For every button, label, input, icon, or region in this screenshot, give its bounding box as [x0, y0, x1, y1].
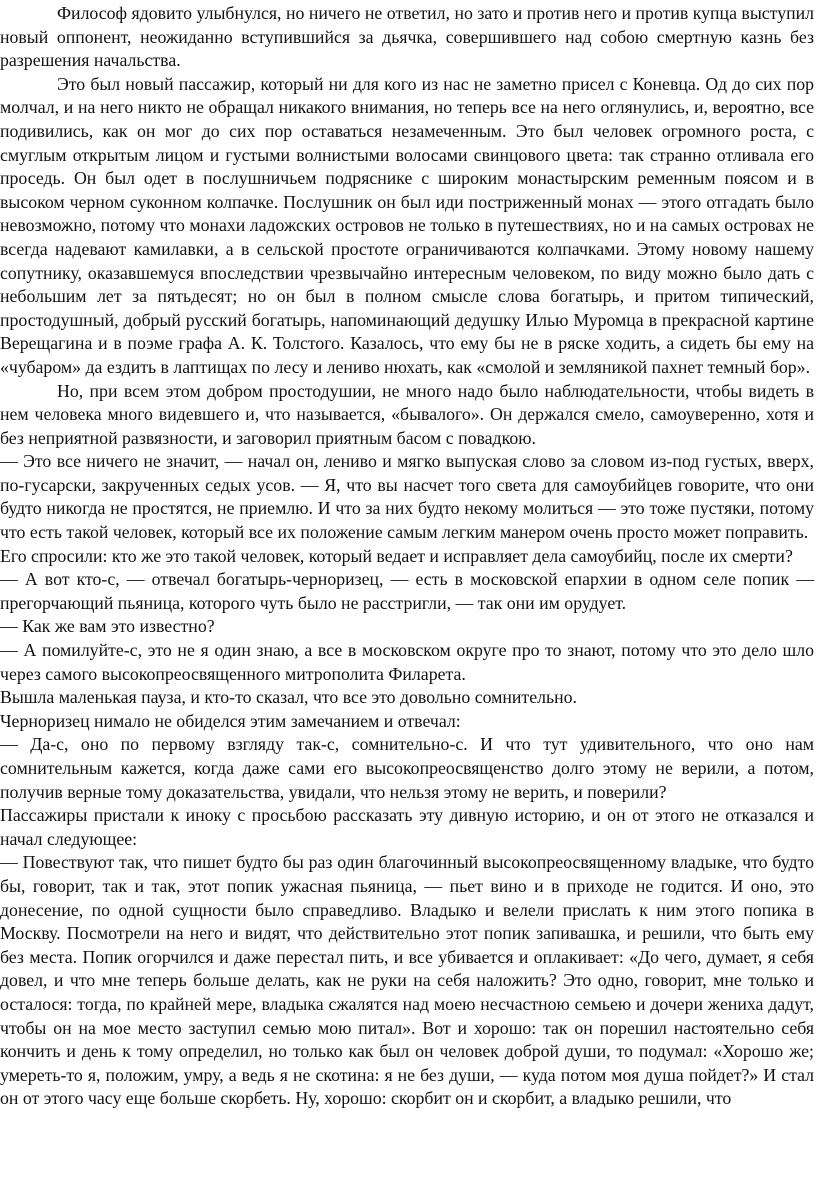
- paragraph-monk-reply-intro: Черноризец нимало не обиделся этим замечанием и отвечал:: [0, 710, 461, 731]
- paragraph-question-1: Его спросили: кто же это такой человек, который ведает и исправляет дела самоубийц, после их смерти?: [0, 545, 793, 566]
- paragraph-pause: Вышла маленькая пауза, и кто-то сказал, что все это довольно сомнительно.: [0, 687, 577, 708]
- paragraph-monk-speech-1: — Это все ничего не значит, — начал он, лениво и мягко выпуская слово за словом из-под густых, вверх, по-гусарски, закрученных седых усов. — Я, что вы насчет того света для самоубийцев говорите, что они будто никогда не простятся, не приемлю. И что за них будто некому молиться — это тоже пустяки, потому что есть такой человек, который все их положение самым легким манером очень просто может поправить.: [0, 451, 814, 543]
- paragraph-monk-speech-2: — А вот кто-с, — отвечал богатырь-черноризец, — есть в московской епархии в одном селе попик — прегорчающий пьяница, которого чуть было не расстригли, — так они им орудует.: [0, 569, 814, 613]
- paragraph-story: — Повествуют так, что пишет будто бы раз один благочинный высокопреосвященному владыке, что будто бы, говорит, так и так, этот попик ужасная пьяница, — пьет вино и в приходе не годится. И оно, это донесение, по одной сущности было справедливо. Владыко и велели прислать к ним этого попика в Москву. Посмотрели на него и видят, что действительно этот попик запивашка, и решили, что быть ему без места. Попик огорчился и даже перестал пить, и все убивается и оплакивает: «До чего, думает, я себя довел, и что мне теперь больше делать, как не руки на себя наложить? Это одно, говорит, мне только и осталося: тогда, по крайней мере, владыка сжалятся над моею несчастною семьею и дочери жениха дадут, чтобы он на мое место заступил семью мою питал». Вот и хорошо: так он порешил настоятельно себя кончить и день к тому определил, но только как был он человек доброй души, то подумал: «Хорошо же; умереть-то я, положим, умру, а ведь я не скотина: я не без души, — куда потом моя душа пойдет?» И стал он от этого часу еще больше скорбеть. Ну, хорошо: скорбит он и скорбит, а владыко решили, что: [0, 852, 814, 1109]
- paragraph-monk-speech-4: — Да-с, оно по первому взгляду так-с, сомнительно-с. И что тут удивительного, что оно нам сомнительным кажется, когда даже сами его высокопреосвященство долго этому не верили, а потом, получив верные тому доказательства, увидали, что нельзя этому не верить, и поверили?: [0, 734, 814, 802]
- paragraph-question-2: — Как же вам это известно?: [0, 616, 215, 637]
- paragraph-passengers-request: Пассажиры пристали к иноку с просьбою рассказать эту дивную историю, и он от этого не отказался и начал следующее:: [0, 805, 814, 849]
- paragraph-new-passenger: Это был новый пассажир, который ни для кого из нас не заметно присел с Коневца. Од до сих пор молчал, и на него никто не обращал никакого внимания, но теперь все на него оглянулись, и, вероятно, все подивились, как он мог до сих пор оставаться незамеченным. Это был человек огромного роста, с смуглым открытым лицом и густыми волнистыми волосами свинцового цвета: так странно отливала его проседь. Он был одет в послушничьем подряснике с широким монастырским ременным поясом и в высоком черном суконном колпачке. Послушник он был иди постриженный монах — этого отгадать было невозможно, потому что монахи ладожских островов не только в путешествиях, но и на самых островах не всегда надевают камилавки, а в сельской простоте ограничиваются колпачками. Этому новому нашему сопутнику, оказавшемуся впоследствии чрезвычайно интересным человеком, по виду можно было дать с небольшим лет за пятьдесят; но он был в полном смысле слова богатырь, и притом типический, простодушный, добрый русский богатырь, напоминающий дедушку Илью Муромца в прекрасной картине Верещагина и в поэме графа А. К. Толстого. Казалось, что ему бы не в ряске ходить, а сидеть бы ему на «чубаром» да ездить в лаптищах по лесу и лениво нюхать, как «смолой и земляникой пахнет темный бор».: [0, 73, 814, 377]
- paragraph-philosopher: Философ ядовито улыбнулся, но ничего не ответил, но зато и против него и против купца выступил новый оппонент, неожиданно вступившийся за дьячка, совершившего над собою смертную казнь без разрешения начальства.: [0, 3, 814, 71]
- paragraph-monk-speech-3: — А помилуйте-с, это не я один знаю, а все в московском округе про то знают, потому что это дело шло через самого высокопреосвященного митрополита Филарета.: [0, 640, 814, 684]
- paragraph-simplicity: Но, при всем этом добром простодушии, не много надо было наблюдательности, чтобы видеть в нем человека много видевшего и, что называется, «бывалого». Он держался смело, самоуверенно, хотя и без неприятной развязности, и заговорил приятным басом с повадкою.: [0, 380, 814, 448]
